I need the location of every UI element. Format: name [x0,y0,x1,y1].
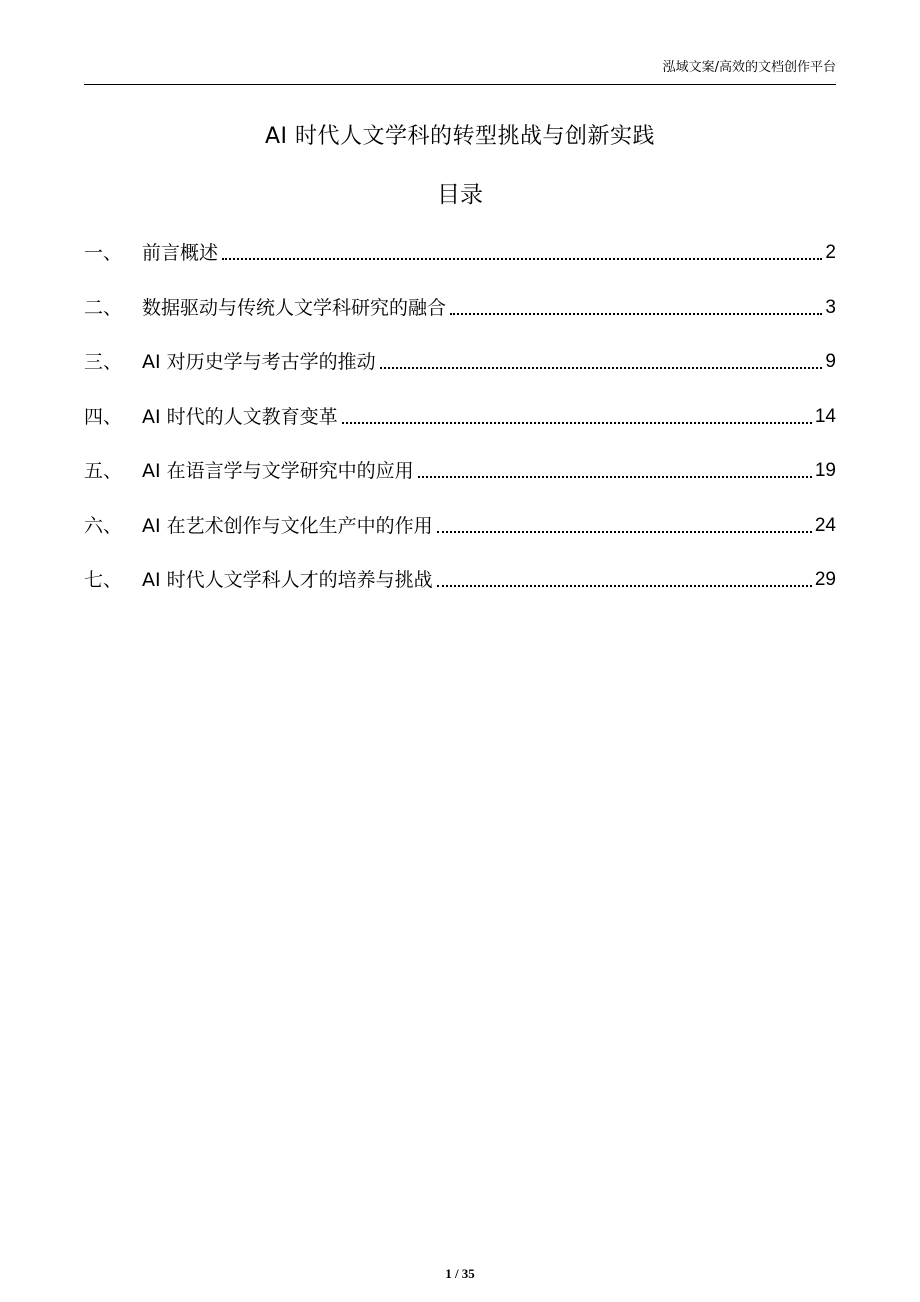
toc-entry-number: 一、 [84,242,123,264]
toc-entry-number: 五、 [84,460,123,482]
toc-entry-4[interactable] [84,400,836,430]
toc-entry-title[interactable]: AI 时代的人文教育变革 [142,405,338,428]
toc-dot-leader [222,258,822,260]
toc-entry-number: 三、 [84,351,123,373]
toc-dot-leader [437,585,812,587]
header-divider [84,84,836,85]
toc-entry-page[interactable]: 19 [814,460,836,481]
toc-dot-leader [380,367,823,369]
document-title: AI 时代人文学科的转型挑战与创新实践 [264,124,656,149]
toc-entry-page[interactable]: 24 [814,514,836,536]
toc-dot-leader [437,531,812,533]
toc-entry-6[interactable] [84,509,836,539]
toc-entry-number: 六、 [84,514,123,537]
toc-entry-3[interactable] [84,345,836,375]
toc-entry-title[interactable]: 数据驱动与传统人文学科研究的融合 [142,296,447,319]
toc-entry-5[interactable] [84,454,836,484]
toc-entry-number: 四、 [84,405,123,428]
toc-heading: 目录 [437,182,483,208]
toc-entry-page[interactable]: 2 [825,242,836,263]
table-of-contents [84,236,836,618]
toc-entry-title[interactable]: 前言概述 [142,242,219,264]
toc-dot-leader [450,313,822,315]
toc-dot-leader [342,422,812,424]
toc-entry-title[interactable]: AI 对历史学与考古学的推动 [142,351,376,373]
page-indicator: 1 / 35 [445,1266,475,1281]
toc-entry-page[interactable]: 9 [825,351,836,372]
toc-entry-title[interactable]: AI 在语言学与文学研究中的应用 [142,460,414,482]
toc-entry-1[interactable] [84,236,836,266]
toc-dot-leader [418,476,812,478]
toc-entry-page[interactable]: 3 [825,296,836,318]
toc-entry-page[interactable]: 29 [814,569,836,590]
toc-entry-title[interactable]: AI 时代人文学科人才的培养与挑战 [142,569,433,591]
toc-entry-2[interactable] [84,291,836,321]
toc-entry-number: 七、 [84,569,123,591]
header-note: 泓域文案/高效的文档创作平台 [662,60,836,75]
toc-entry-number: 二、 [84,296,123,319]
toc-entry-title[interactable]: AI 在艺术创作与文化生产中的作用 [142,514,433,537]
toc-entry-7[interactable] [84,563,836,593]
toc-entry-page[interactable]: 14 [814,405,836,427]
